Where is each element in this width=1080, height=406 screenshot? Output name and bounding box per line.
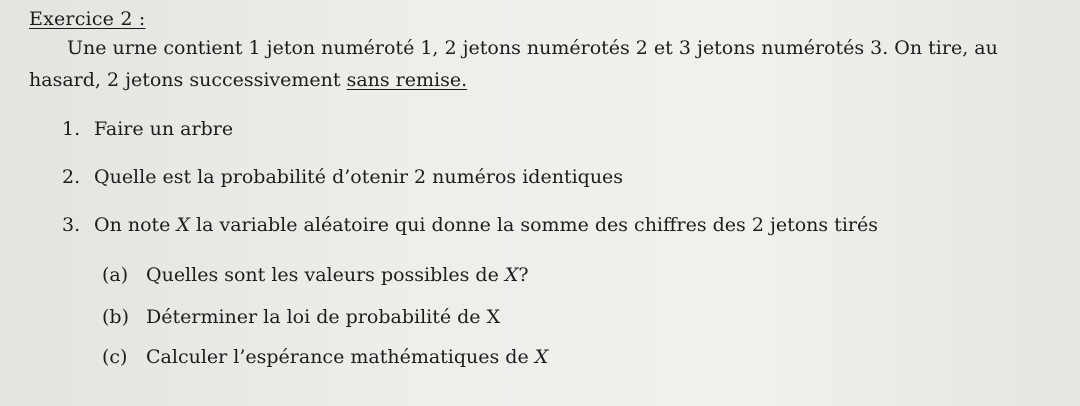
exercise-title: Exercice 2 : xyxy=(29,8,146,30)
question-text: Quelle est la probabilité d’otenir 2 numéros identiques xyxy=(94,166,624,188)
question-number: 1. xyxy=(62,118,81,140)
question-number: 2. xyxy=(62,166,81,188)
math-variable: X xyxy=(176,214,190,236)
subquestion-text-before: Quelles sont les valeurs possibles de xyxy=(146,264,505,286)
question-text-after: la variable aléatoire qui donne la somme des chiffres des 2 jetons tirés xyxy=(189,214,878,236)
subquestion-label: (c) xyxy=(102,346,128,368)
question-text-before: On note xyxy=(94,214,177,236)
subquestion-text: Déterminer la loi de probabilité de X xyxy=(146,306,501,328)
question-3 xyxy=(62,214,878,236)
subquestion-b xyxy=(102,306,500,328)
math-variable: X xyxy=(504,264,519,286)
subquestion-label: (a) xyxy=(102,264,129,286)
exercise-statement xyxy=(29,32,1059,96)
question-1 xyxy=(62,118,233,140)
subquestion-c xyxy=(102,346,548,368)
question-text: Faire un arbre xyxy=(94,118,234,140)
subquestion-a xyxy=(102,264,529,286)
subquestion-label: (b) xyxy=(102,306,129,328)
subquestion-text-before: Calculer l’espérance mathématiques de xyxy=(146,346,535,368)
statement-underlined: sans remise. xyxy=(346,69,468,91)
subquestion-text-after: ? xyxy=(518,264,529,286)
math-variable: X xyxy=(534,346,549,368)
question-2 xyxy=(62,166,623,188)
question-number: 3. xyxy=(62,214,81,236)
statement-text: Une urne contient 1 jeton numéroté 1, 2 jetons numérotés 2 et 3 jetons numérotés 3. On tire, au hasard, 2 jetons successivement xyxy=(29,37,998,91)
